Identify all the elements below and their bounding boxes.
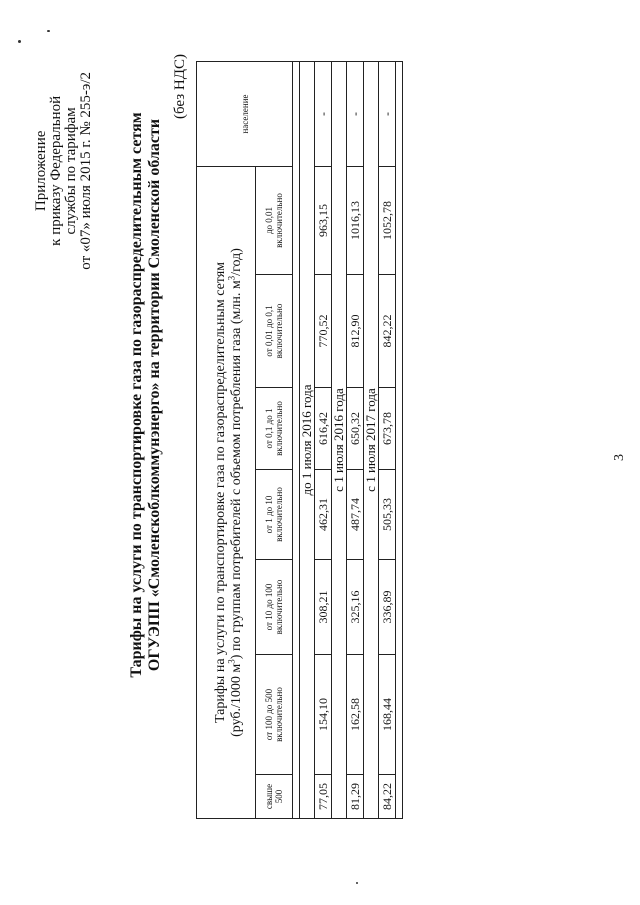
appendix-block xyxy=(34,72,94,270)
header-line: включительно xyxy=(274,193,284,248)
table-row xyxy=(379,62,396,819)
value-cell: 673,78 xyxy=(379,388,396,470)
header-line: от 1 до 10 xyxy=(264,495,274,534)
header-line: включительно xyxy=(274,687,284,742)
column-header xyxy=(256,655,293,775)
title-line: Тарифы на услуги по транспортировке газа по газораспределительным сетям xyxy=(128,112,145,678)
column-header xyxy=(256,388,293,470)
column-header-population: население xyxy=(197,62,293,167)
header-line: 500 xyxy=(274,789,284,804)
table-row xyxy=(315,62,332,819)
header-line: включительно xyxy=(274,401,284,456)
header-line: включительно xyxy=(274,303,284,359)
appendix-line: к приказу Федеральной xyxy=(48,95,64,246)
value-cell: 1052,78 xyxy=(379,167,396,275)
title-line: ОГУЭПП «Смоленскоблкоммунэнерго» на территории Смоленской области xyxy=(146,118,163,672)
value-cell: 963,15 xyxy=(315,167,332,275)
appendix-line: службы по тарифам xyxy=(63,107,79,235)
spacer-row xyxy=(396,62,403,819)
document-title xyxy=(128,35,164,755)
column-header xyxy=(256,470,293,560)
value-cell: 168,44 xyxy=(379,655,396,775)
scan-speck xyxy=(47,30,50,32)
column-header xyxy=(256,560,293,655)
value-cell: 616,42 xyxy=(315,388,332,470)
caption-line: Тарифы на услуги по транспортировке газа по газораспределительным сетям xyxy=(213,261,228,724)
column-header xyxy=(256,167,293,275)
period-row: с 1 июля 2016 года xyxy=(332,62,347,819)
value-cell: 84,22 xyxy=(379,775,396,819)
table-caption xyxy=(197,167,256,819)
value-cell: 487,74 xyxy=(347,470,364,560)
value-cell: 81,29 xyxy=(347,775,364,819)
value-cell: - xyxy=(347,62,364,167)
value-cell: 1016,13 xyxy=(347,167,364,275)
header-line: от 100 до 500 xyxy=(264,688,274,741)
scan-speck xyxy=(18,40,21,43)
header-line: от 0,1 до 1 xyxy=(264,408,274,449)
vat-note: (без НДС) xyxy=(172,54,188,120)
value-cell: - xyxy=(315,62,332,167)
header-line: до 0,01 xyxy=(264,206,274,235)
value-cell: 336,89 xyxy=(379,560,396,655)
header-line: включительно xyxy=(274,487,284,542)
superscript: 3 xyxy=(226,275,237,281)
value-cell: 505,33 xyxy=(379,470,396,560)
header-line: от 0,01 до 0,1 xyxy=(264,305,274,357)
column-header xyxy=(256,275,293,388)
table-row xyxy=(347,62,364,819)
period-row: с 1 июля 2017 года xyxy=(364,62,379,819)
value-cell: 462,31 xyxy=(315,470,332,560)
column-header xyxy=(256,775,293,819)
tariff-table xyxy=(196,61,403,819)
page-number: 3 xyxy=(612,454,627,461)
value-cell: 770,52 xyxy=(315,275,332,388)
value-cell: 154,10 xyxy=(315,655,332,775)
value-cell: 162,58 xyxy=(347,655,364,775)
scan-speck xyxy=(356,882,358,884)
caption-text: (руб./1000 м xyxy=(229,663,244,737)
header-line: включительно xyxy=(274,579,284,635)
value-cell: 77,05 xyxy=(315,775,332,819)
value-cell: 308,21 xyxy=(315,560,332,655)
period-row: до 1 июля 2016 года xyxy=(300,62,315,819)
caption-text: /год) xyxy=(229,248,244,276)
caption-line xyxy=(226,167,245,818)
value-cell: 842,22 xyxy=(379,275,396,388)
value-cell: 812,90 xyxy=(347,275,364,388)
appendix-line: Приложение xyxy=(33,130,49,212)
header-line: от 10 до 100 xyxy=(264,583,274,631)
header-line: свыше xyxy=(264,783,274,810)
value-cell: 325,16 xyxy=(347,560,364,655)
value-cell: 650,32 xyxy=(347,388,364,470)
value-cell: - xyxy=(379,62,396,167)
superscript: 3 xyxy=(226,659,237,664)
caption-text: ) по группам потребителей с объемом потребления газа (млн. м xyxy=(229,280,244,660)
appendix-line: от «07» июля 2015 г. № 255-э/2 xyxy=(78,72,94,270)
